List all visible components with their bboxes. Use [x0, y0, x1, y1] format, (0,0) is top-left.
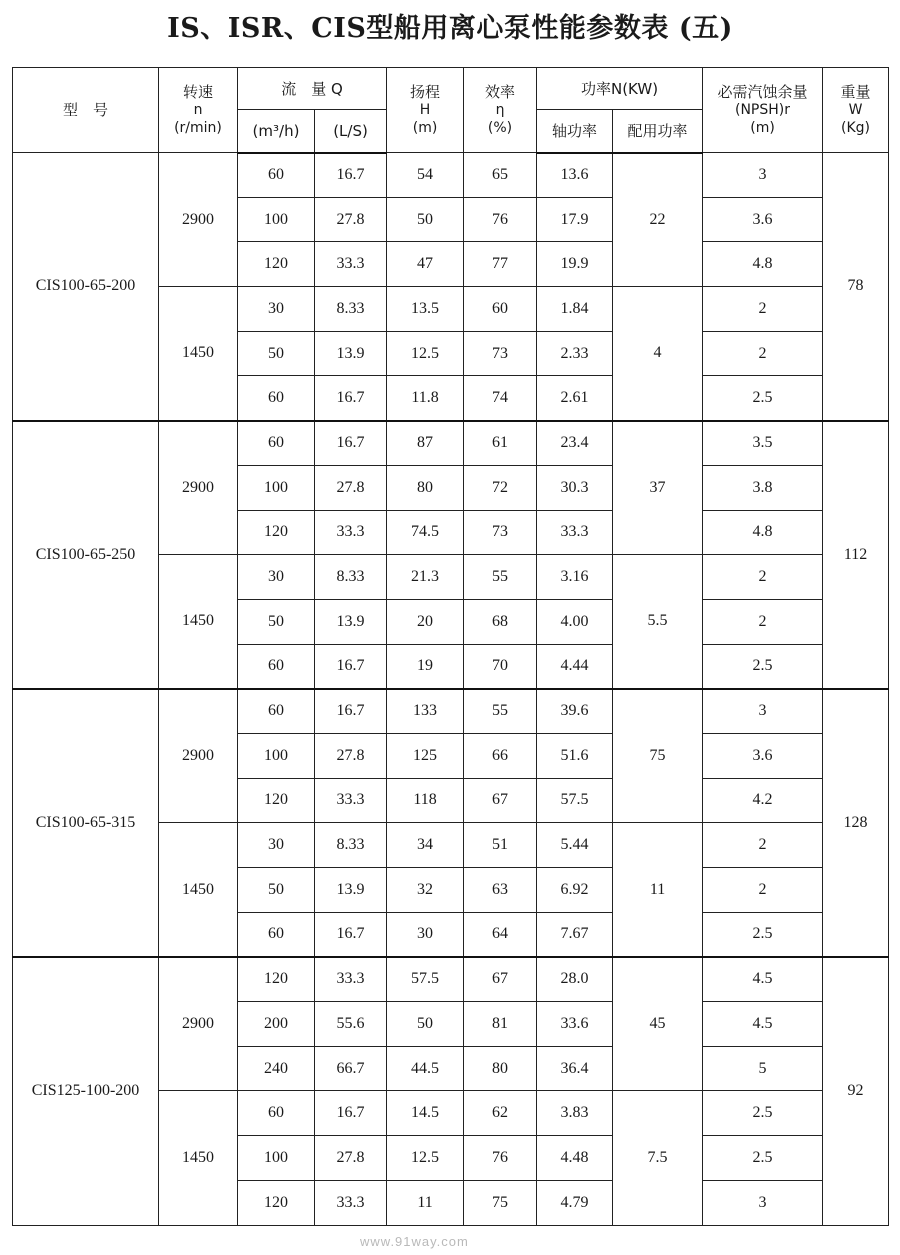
efficiency-cell: 63	[464, 868, 537, 913]
flow-m3h-cell: 120	[238, 778, 315, 823]
table-row	[13, 421, 889, 466]
head-cell: 87	[387, 421, 464, 466]
header-efficiency: 效率 η (%)	[464, 68, 537, 153]
flow-m3h-cell: 120	[238, 1180, 315, 1225]
shaft-power-cell: 4.48	[537, 1136, 613, 1181]
head-cell: 54	[387, 153, 464, 198]
head-cell: 30	[387, 912, 464, 957]
motor-power-cell: 37	[613, 421, 703, 555]
shaft-power-cell: 2.61	[537, 376, 613, 421]
flow-m3h-cell: 100	[238, 1136, 315, 1181]
npsh-cell: 2.5	[703, 1091, 823, 1136]
motor-power-cell: 22	[613, 153, 703, 287]
head-cell: 11.8	[387, 376, 464, 421]
npsh-cell: 4.8	[703, 510, 823, 555]
npsh-cell: 4.5	[703, 957, 823, 1002]
flow-m3h-cell: 60	[238, 644, 315, 689]
flow-m3h-cell: 60	[238, 912, 315, 957]
efficiency-cell: 67	[464, 957, 537, 1002]
header-power: 功率N(KW)	[537, 68, 703, 110]
efficiency-cell: 60	[464, 287, 537, 332]
flow-ls-cell: 27.8	[315, 465, 387, 510]
npsh-cell: 3.5	[703, 421, 823, 466]
shaft-power-cell: 23.4	[537, 421, 613, 466]
flow-m3h-cell: 30	[238, 555, 315, 600]
model-name: CIS100-65-315	[13, 689, 159, 957]
flow-ls-cell: 16.7	[315, 912, 387, 957]
flow-ls-cell: 27.8	[315, 733, 387, 778]
flow-ls-cell: 16.7	[315, 421, 387, 466]
flow-ls-cell: 8.33	[315, 555, 387, 600]
head-cell: 11	[387, 1180, 464, 1225]
shaft-power-cell: 57.5	[537, 778, 613, 823]
efficiency-cell: 55	[464, 689, 537, 734]
npsh-cell: 2	[703, 823, 823, 868]
shaft-power-cell: 33.3	[537, 510, 613, 555]
npsh-cell: 2	[703, 331, 823, 376]
motor-power-cell: 7.5	[613, 1091, 703, 1225]
motor-power-cell: 11	[613, 823, 703, 957]
flow-m3h-cell: 50	[238, 868, 315, 913]
table-row	[13, 957, 889, 1002]
head-cell: 20	[387, 599, 464, 644]
head-cell: 57.5	[387, 957, 464, 1002]
speed-cell: 2900	[159, 957, 238, 1091]
model-name: CIS100-65-200	[13, 153, 159, 421]
shaft-power-cell: 2.33	[537, 331, 613, 376]
head-cell: 50	[387, 1002, 464, 1047]
npsh-cell: 2.5	[703, 912, 823, 957]
head-cell: 47	[387, 242, 464, 287]
header-head: 扬程 H (m)	[387, 68, 464, 153]
header-npsh: 必需汽蚀余量 (NPSH)r (m)	[703, 68, 823, 153]
shaft-power-cell: 4.00	[537, 599, 613, 644]
motor-power-cell: 45	[613, 957, 703, 1091]
flow-ls-cell: 8.33	[315, 287, 387, 332]
efficiency-cell: 51	[464, 823, 537, 868]
flow-ls-cell: 66.7	[315, 1046, 387, 1091]
header-shaft-power: 轴功率	[537, 110, 613, 153]
head-cell: 44.5	[387, 1046, 464, 1091]
flow-ls-cell: 16.7	[315, 644, 387, 689]
flow-m3h-cell: 120	[238, 242, 315, 287]
header-flow-ls: (L/S)	[315, 110, 387, 153]
speed-cell: 1450	[159, 555, 238, 689]
flow-m3h-cell: 60	[238, 376, 315, 421]
efficiency-cell: 61	[464, 421, 537, 466]
flow-ls-cell: 33.3	[315, 242, 387, 287]
shaft-power-cell: 3.83	[537, 1091, 613, 1136]
flow-ls-cell: 16.7	[315, 153, 387, 198]
npsh-cell: 2.5	[703, 1136, 823, 1181]
flow-ls-cell: 27.8	[315, 1136, 387, 1181]
efficiency-cell: 80	[464, 1046, 537, 1091]
efficiency-cell: 74	[464, 376, 537, 421]
flow-m3h-cell: 100	[238, 197, 315, 242]
head-cell: 12.5	[387, 331, 464, 376]
head-cell: 19	[387, 644, 464, 689]
header-flow-m3h: (m³/h)	[238, 110, 315, 153]
npsh-cell: 2.5	[703, 376, 823, 421]
header-row-1	[13, 68, 889, 110]
page-title: IS、ISR、CIS型船用离心泵性能参数表 (五)	[167, 13, 733, 44]
flow-m3h-cell: 60	[238, 421, 315, 466]
head-cell: 50	[387, 197, 464, 242]
flow-ls-cell: 16.7	[315, 689, 387, 734]
flow-m3h-cell: 30	[238, 287, 315, 332]
speed-cell: 2900	[159, 153, 238, 287]
shaft-power-cell: 4.44	[537, 644, 613, 689]
flow-m3h-cell: 100	[238, 465, 315, 510]
weight-cell: 128	[823, 689, 889, 957]
head-cell: 80	[387, 465, 464, 510]
head-cell: 13.5	[387, 287, 464, 332]
shaft-power-cell: 1.84	[537, 287, 613, 332]
shaft-power-cell: 3.16	[537, 555, 613, 600]
npsh-cell: 3	[703, 689, 823, 734]
flow-m3h-cell: 100	[238, 733, 315, 778]
flow-m3h-cell: 60	[238, 1091, 315, 1136]
efficiency-cell: 66	[464, 733, 537, 778]
npsh-cell: 2.5	[703, 644, 823, 689]
npsh-cell: 2	[703, 599, 823, 644]
efficiency-cell: 77	[464, 242, 537, 287]
head-cell: 12.5	[387, 1136, 464, 1181]
flow-ls-cell: 55.6	[315, 1002, 387, 1047]
weight-cell: 78	[823, 153, 889, 421]
npsh-cell: 4.8	[703, 242, 823, 287]
pump-performance-table	[12, 67, 889, 1226]
shaft-power-cell: 28.0	[537, 957, 613, 1002]
speed-cell: 2900	[159, 421, 238, 555]
npsh-cell: 2	[703, 868, 823, 913]
flow-ls-cell: 16.7	[315, 376, 387, 421]
flow-ls-cell: 33.3	[315, 957, 387, 1002]
shaft-power-cell: 36.4	[537, 1046, 613, 1091]
header-speed: 转速 n (r/min)	[159, 68, 238, 153]
speed-cell: 1450	[159, 287, 238, 421]
flow-ls-cell: 8.33	[315, 823, 387, 868]
header-weight: 重量 W (Kg)	[823, 68, 889, 153]
shaft-power-cell: 30.3	[537, 465, 613, 510]
head-cell: 74.5	[387, 510, 464, 555]
efficiency-cell: 76	[464, 197, 537, 242]
weight-cell: 92	[823, 957, 889, 1225]
head-cell: 32	[387, 868, 464, 913]
efficiency-cell: 62	[464, 1091, 537, 1136]
shaft-power-cell: 7.67	[537, 912, 613, 957]
table-row	[13, 689, 889, 734]
flow-ls-cell: 13.9	[315, 331, 387, 376]
npsh-cell: 4.2	[703, 778, 823, 823]
speed-cell: 2900	[159, 689, 238, 823]
flow-m3h-cell: 50	[238, 331, 315, 376]
efficiency-cell: 65	[464, 153, 537, 198]
shaft-power-cell: 5.44	[537, 823, 613, 868]
head-cell: 133	[387, 689, 464, 734]
head-cell: 21.3	[387, 555, 464, 600]
efficiency-cell: 67	[464, 778, 537, 823]
npsh-cell: 3	[703, 153, 823, 198]
efficiency-cell: 72	[464, 465, 537, 510]
header-flow: 流 量 Q	[238, 68, 387, 110]
flow-ls-cell: 27.8	[315, 197, 387, 242]
watermark: www.91way.com	[360, 1234, 469, 1249]
efficiency-cell: 75	[464, 1180, 537, 1225]
npsh-cell: 2	[703, 287, 823, 332]
flow-m3h-cell: 30	[238, 823, 315, 868]
flow-m3h-cell: 200	[238, 1002, 315, 1047]
motor-power-cell: 75	[613, 689, 703, 823]
efficiency-cell: 64	[464, 912, 537, 957]
shaft-power-cell: 13.6	[537, 153, 613, 198]
flow-ls-cell: 33.3	[315, 778, 387, 823]
npsh-cell: 5	[703, 1046, 823, 1091]
efficiency-cell: 70	[464, 644, 537, 689]
table-row	[13, 153, 889, 198]
npsh-cell: 3	[703, 1180, 823, 1225]
speed-cell: 1450	[159, 823, 238, 957]
head-cell: 34	[387, 823, 464, 868]
shaft-power-cell: 33.6	[537, 1002, 613, 1047]
shaft-power-cell: 39.6	[537, 689, 613, 734]
weight-cell: 112	[823, 421, 889, 689]
flow-m3h-cell: 240	[238, 1046, 315, 1091]
header-model: 型 号	[13, 68, 159, 153]
model-name: CIS100-65-250	[13, 421, 159, 689]
header-motor-power: 配用功率	[613, 110, 703, 153]
shaft-power-cell: 17.9	[537, 197, 613, 242]
model-name: CIS125-100-200	[13, 957, 159, 1225]
flow-m3h-cell: 60	[238, 689, 315, 734]
flow-ls-cell: 13.9	[315, 868, 387, 913]
npsh-cell: 4.5	[703, 1002, 823, 1047]
flow-m3h-cell: 120	[238, 957, 315, 1002]
flow-m3h-cell: 120	[238, 510, 315, 555]
shaft-power-cell: 19.9	[537, 242, 613, 287]
efficiency-cell: 81	[464, 1002, 537, 1047]
head-cell: 118	[387, 778, 464, 823]
npsh-cell: 3.6	[703, 733, 823, 778]
flow-ls-cell: 33.3	[315, 1180, 387, 1225]
flow-ls-cell: 13.9	[315, 599, 387, 644]
efficiency-cell: 76	[464, 1136, 537, 1181]
efficiency-cell: 73	[464, 510, 537, 555]
motor-power-cell: 4	[613, 287, 703, 421]
speed-cell: 1450	[159, 1091, 238, 1225]
shaft-power-cell: 51.6	[537, 733, 613, 778]
shaft-power-cell: 4.79	[537, 1180, 613, 1225]
npsh-cell: 3.8	[703, 465, 823, 510]
efficiency-cell: 73	[464, 331, 537, 376]
flow-m3h-cell: 60	[238, 153, 315, 198]
flow-ls-cell: 16.7	[315, 1091, 387, 1136]
head-cell: 125	[387, 733, 464, 778]
motor-power-cell: 5.5	[613, 555, 703, 689]
efficiency-cell: 55	[464, 555, 537, 600]
flow-ls-cell: 33.3	[315, 510, 387, 555]
npsh-cell: 2	[703, 555, 823, 600]
flow-m3h-cell: 50	[238, 599, 315, 644]
npsh-cell: 3.6	[703, 197, 823, 242]
shaft-power-cell: 6.92	[537, 868, 613, 913]
head-cell: 14.5	[387, 1091, 464, 1136]
efficiency-cell: 68	[464, 599, 537, 644]
